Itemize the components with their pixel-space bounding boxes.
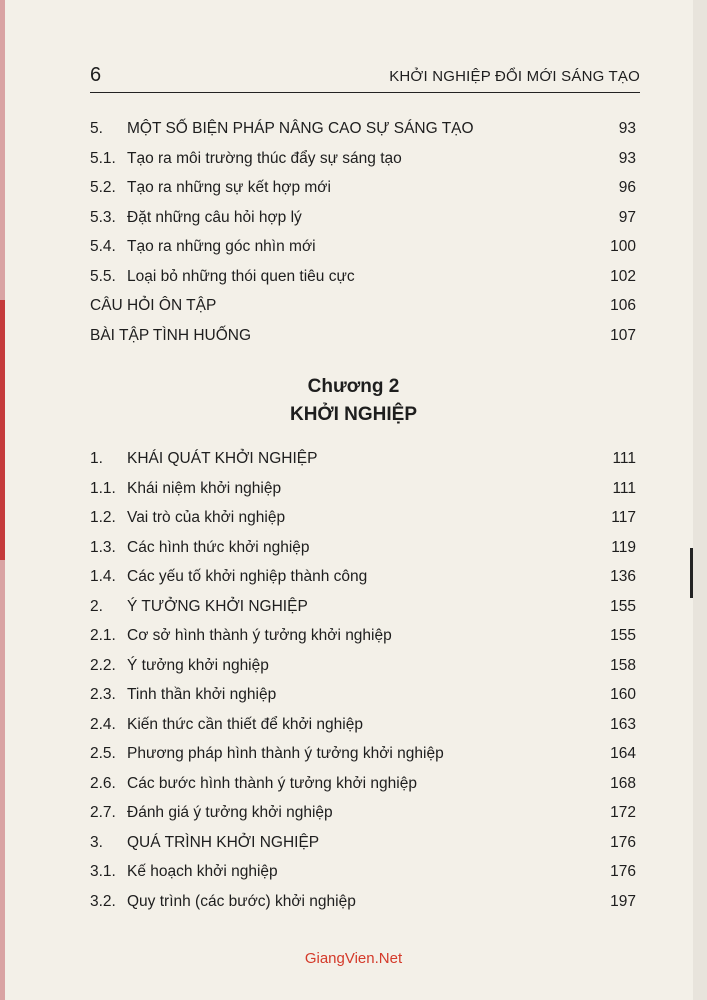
chapter-title: KHỞI NGHIỆP: [289, 404, 418, 425]
toc-title: KHÁI QUÁT KHỞI NGHIỆP: [127, 450, 318, 467]
toc-page: 111: [612, 479, 636, 497]
toc-row: [90, 623, 636, 653]
toc-title: Đánh giá ý tưởng khởi nghiệp: [127, 804, 333, 821]
toc-row: [90, 146, 636, 176]
toc-row: [90, 476, 636, 506]
toc-row: [90, 323, 636, 353]
toc-row: [90, 653, 636, 683]
toc-page: 106: [610, 297, 636, 314]
toc-page: 93: [618, 149, 636, 167]
toc-row: [90, 800, 636, 830]
toc-row: [90, 859, 636, 889]
toc-title: Ý tưởng khởi nghiệp: [127, 656, 269, 674]
toc-number: 3.2.: [90, 892, 116, 910]
page-header: [90, 62, 640, 93]
toc-number: 2.4.: [90, 715, 116, 733]
toc-number: 2.: [90, 597, 103, 615]
chapter-label: Chương 2: [307, 376, 400, 397]
toc-number: 2.1.: [90, 627, 116, 644]
toc-page: 176: [610, 863, 636, 880]
toc-title: Loại bỏ những thói quen tiêu cực: [127, 267, 355, 285]
toc-number: 5.4.: [90, 238, 116, 255]
toc-title: Tạo ra môi trường thúc đẩy sự sáng tạo: [127, 149, 402, 167]
toc-page: 96: [618, 179, 636, 196]
page-number: 6: [90, 64, 102, 86]
toc-page: 119: [611, 538, 636, 556]
toc-row: [90, 293, 636, 323]
toc-number: 2.3.: [90, 686, 116, 703]
toc-page: 100: [610, 238, 636, 255]
toc-number: 5.1.: [90, 149, 116, 167]
toc-number: 1.2.: [90, 509, 116, 526]
toc-page: 163: [610, 715, 636, 733]
toc-page: 117: [611, 509, 636, 526]
toc-row: [90, 771, 636, 801]
toc-title: Cơ sở hình thành ý tưởng khởi nghiệp: [127, 627, 392, 644]
toc-page: 136: [610, 568, 636, 585]
toc-row: [90, 264, 636, 294]
toc-title: Vai trò của khởi nghiệp: [127, 509, 286, 526]
running-title: KHỞI NGHIỆP ĐỔI MỚI SÁNG TẠO: [389, 68, 640, 85]
toc-page: 197: [610, 892, 636, 910]
toc-title: Các yếu tố khởi nghiệp thành công: [127, 568, 368, 585]
toc-page: 164: [610, 745, 636, 762]
toc-section-1: [90, 116, 636, 352]
toc-number: 2.2.: [90, 656, 116, 674]
toc-number: 2.6.: [90, 774, 116, 792]
watermark-text: GiangVien.Net: [304, 950, 403, 967]
toc-page: 160: [610, 686, 636, 703]
toc-title: Kiến thức cần thiết để khởi nghiệp: [127, 715, 363, 733]
toc-row: [90, 175, 636, 205]
toc-title: QUÁ TRÌNH KHỞI NGHIỆP: [127, 833, 320, 851]
toc-page: 155: [610, 627, 636, 644]
toc-row: [90, 234, 636, 264]
toc-number: 2.7.: [90, 804, 116, 821]
toc-number: 1.: [90, 450, 103, 467]
toc-page: 107: [610, 326, 636, 344]
toc-title: Quy trình (các bước) khởi nghiệp: [127, 892, 356, 910]
toc-page: 111: [612, 450, 636, 467]
toc-page: 176: [610, 833, 636, 851]
toc-row: [90, 594, 636, 624]
toc-title: Kế hoạch khởi nghiệp: [127, 863, 278, 880]
toc-page: 93: [618, 120, 636, 137]
toc-row: [90, 741, 636, 771]
toc-title: Tạo ra những sự kết hợp mới: [127, 179, 331, 196]
toc-number: 1.3.: [90, 538, 116, 556]
toc-page: 168: [610, 774, 636, 792]
toc-row: [90, 446, 636, 476]
toc-number: 5.: [90, 120, 103, 137]
toc-number: 1.4.: [90, 568, 116, 585]
toc-row: [90, 889, 636, 919]
toc-title: CÂU HỎI ÔN TẬP: [90, 297, 217, 314]
toc-row: [90, 116, 636, 146]
toc-row: [90, 505, 636, 535]
toc-page: 172: [610, 804, 636, 821]
toc-page: 97: [618, 208, 636, 226]
toc-number: 3.1.: [90, 863, 116, 880]
toc-title: Các bước hình thành ý tưởng khởi nghiệp: [127, 774, 417, 792]
toc-title: Đặt những câu hỏi hợp lý: [127, 208, 302, 226]
page-crease: [690, 548, 693, 598]
toc-number: 5.2.: [90, 179, 116, 196]
toc-title: Tinh thần khởi nghiệp: [127, 686, 277, 703]
toc-row: [90, 535, 636, 565]
toc-number: 3.: [90, 833, 103, 851]
toc-row: [90, 712, 636, 742]
toc-number: 1.1.: [90, 479, 116, 497]
toc-row: [90, 830, 636, 860]
toc-title: Các hình thức khởi nghiệp: [127, 538, 310, 556]
toc-row: [90, 682, 636, 712]
toc-number: 5.3.: [90, 208, 116, 226]
toc-title: BÀI TẬP TÌNH HUỐNG: [90, 326, 252, 344]
page-left-edge-mark: [0, 300, 5, 560]
toc-number: 5.5.: [90, 267, 116, 285]
page-right-edge: [693, 0, 707, 1000]
toc-title: Phương pháp hình thành ý tưởng khởi nghiệp: [127, 745, 444, 762]
toc-row: [90, 564, 636, 594]
toc-row: [90, 205, 636, 235]
toc-title: Khái niệm khởi nghiệp: [127, 479, 282, 497]
toc-title: MỘT SỐ BIỆN PHÁP NÂNG CAO SỰ SÁNG TẠO: [127, 120, 474, 137]
toc-title: Tạo ra những góc nhìn mới: [127, 238, 316, 255]
toc-page: 102: [610, 267, 636, 285]
toc-section-2: [90, 446, 636, 918]
toc-page: 158: [610, 656, 636, 674]
toc-page: 155: [610, 597, 636, 615]
toc-number: 2.5.: [90, 745, 116, 762]
toc-title: Ý TƯỞNG KHỞI NGHIỆP: [127, 597, 308, 615]
